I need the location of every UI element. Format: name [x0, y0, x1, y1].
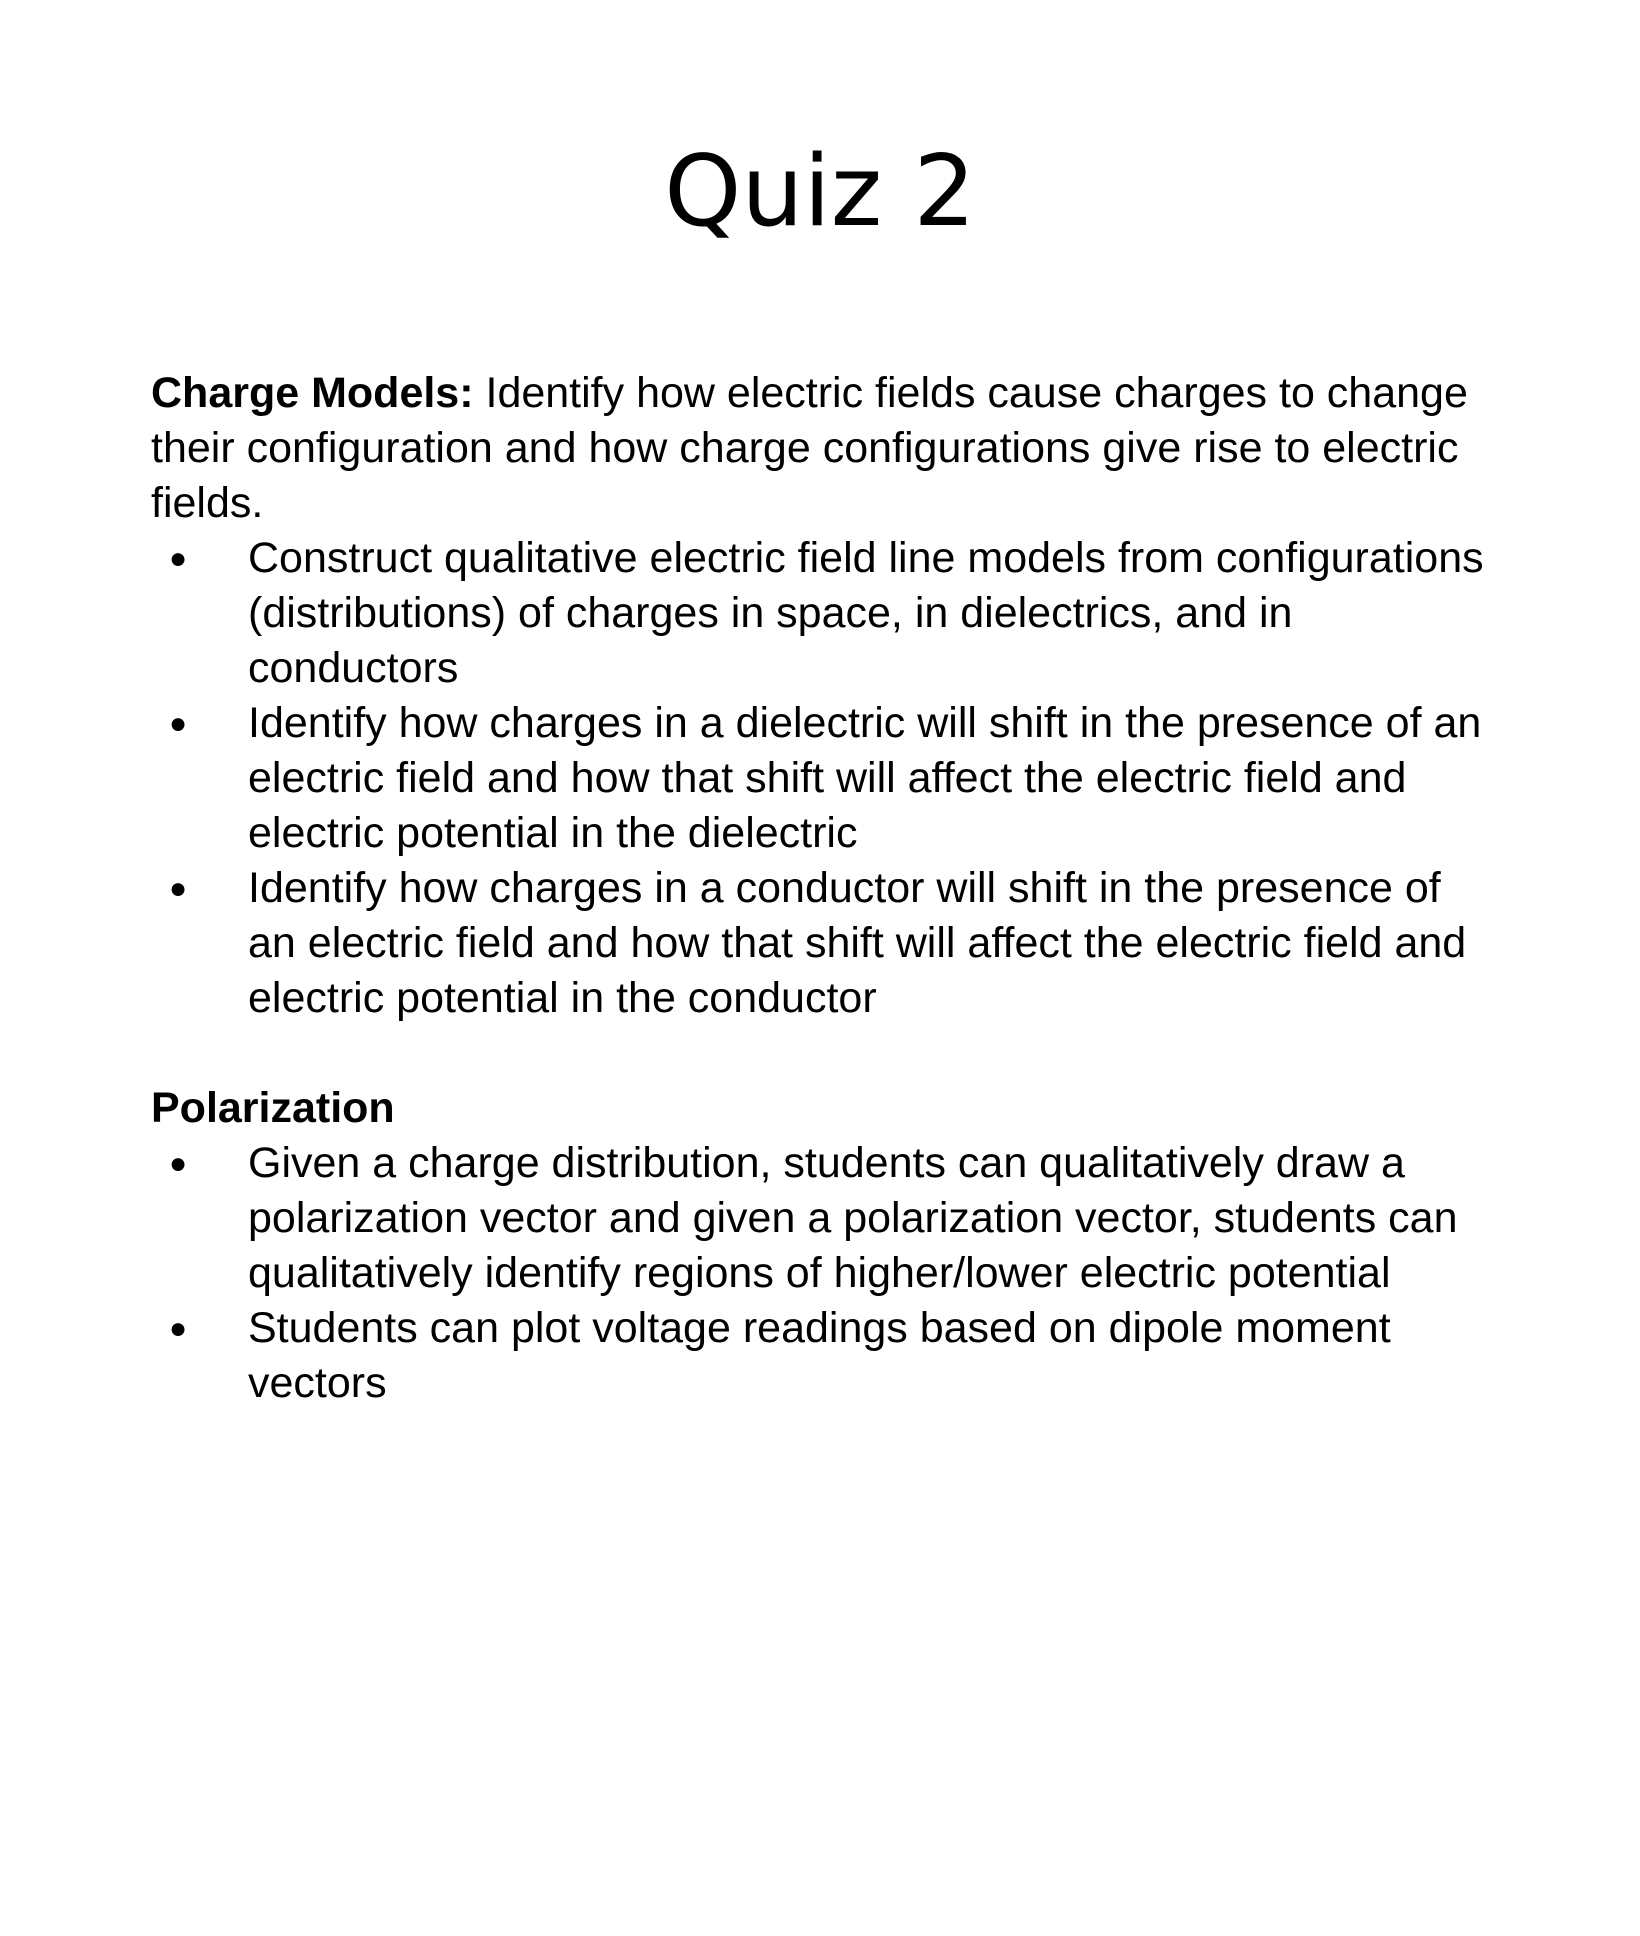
list-item-text: Identify how charges in a dielectric will shift in the presence of an electric field and how that shift will affect the electric field and electric potential in the dielectric	[248, 699, 1482, 857]
bullet-icon: ●	[169, 707, 188, 740]
list-item-text: Identify how charges in a conductor will shift in the presence of an electric field and how that shift will affect the electric field and electric potential in the conductor	[248, 864, 1467, 1022]
list-item	[151, 1136, 1491, 1301]
polarization-list	[151, 1136, 1491, 1411]
charge-models-intro-text: Identify how electric fields cause charges to change their configuration and how charge configurations give rise to electric fields.	[151, 369, 1468, 527]
list-item	[151, 696, 1491, 861]
document-body	[151, 366, 1491, 1411]
page-title: Quiz 2	[664, 134, 976, 249]
list-item	[151, 531, 1491, 696]
charge-models-heading: Charge Models:	[151, 369, 474, 417]
bullet-icon: ●	[169, 1147, 188, 1180]
charge-models-list	[151, 531, 1491, 1026]
section-spacer	[151, 1026, 1491, 1081]
list-item-text: Construct qualitative electric field line models from configurations (distributions) of charges in space, in dielectrics, and in conductors	[248, 534, 1484, 692]
list-item-text: Students can plot voltage readings based on dipole moment vectors	[248, 1304, 1391, 1407]
list-item	[151, 1301, 1491, 1411]
polarization-heading: Polarization	[151, 1084, 395, 1132]
list-item-text: Given a charge distribution, students can qualitatively draw a polarization vector and given a polarization vector, students can qualitatively identify regions of higher/lower electric potential	[248, 1139, 1458, 1297]
bullet-icon: ●	[169, 872, 188, 905]
list-item	[151, 861, 1491, 1026]
bullet-icon: ●	[169, 1312, 188, 1345]
charge-models-intro	[151, 366, 1491, 531]
bullet-icon: ●	[169, 542, 188, 575]
